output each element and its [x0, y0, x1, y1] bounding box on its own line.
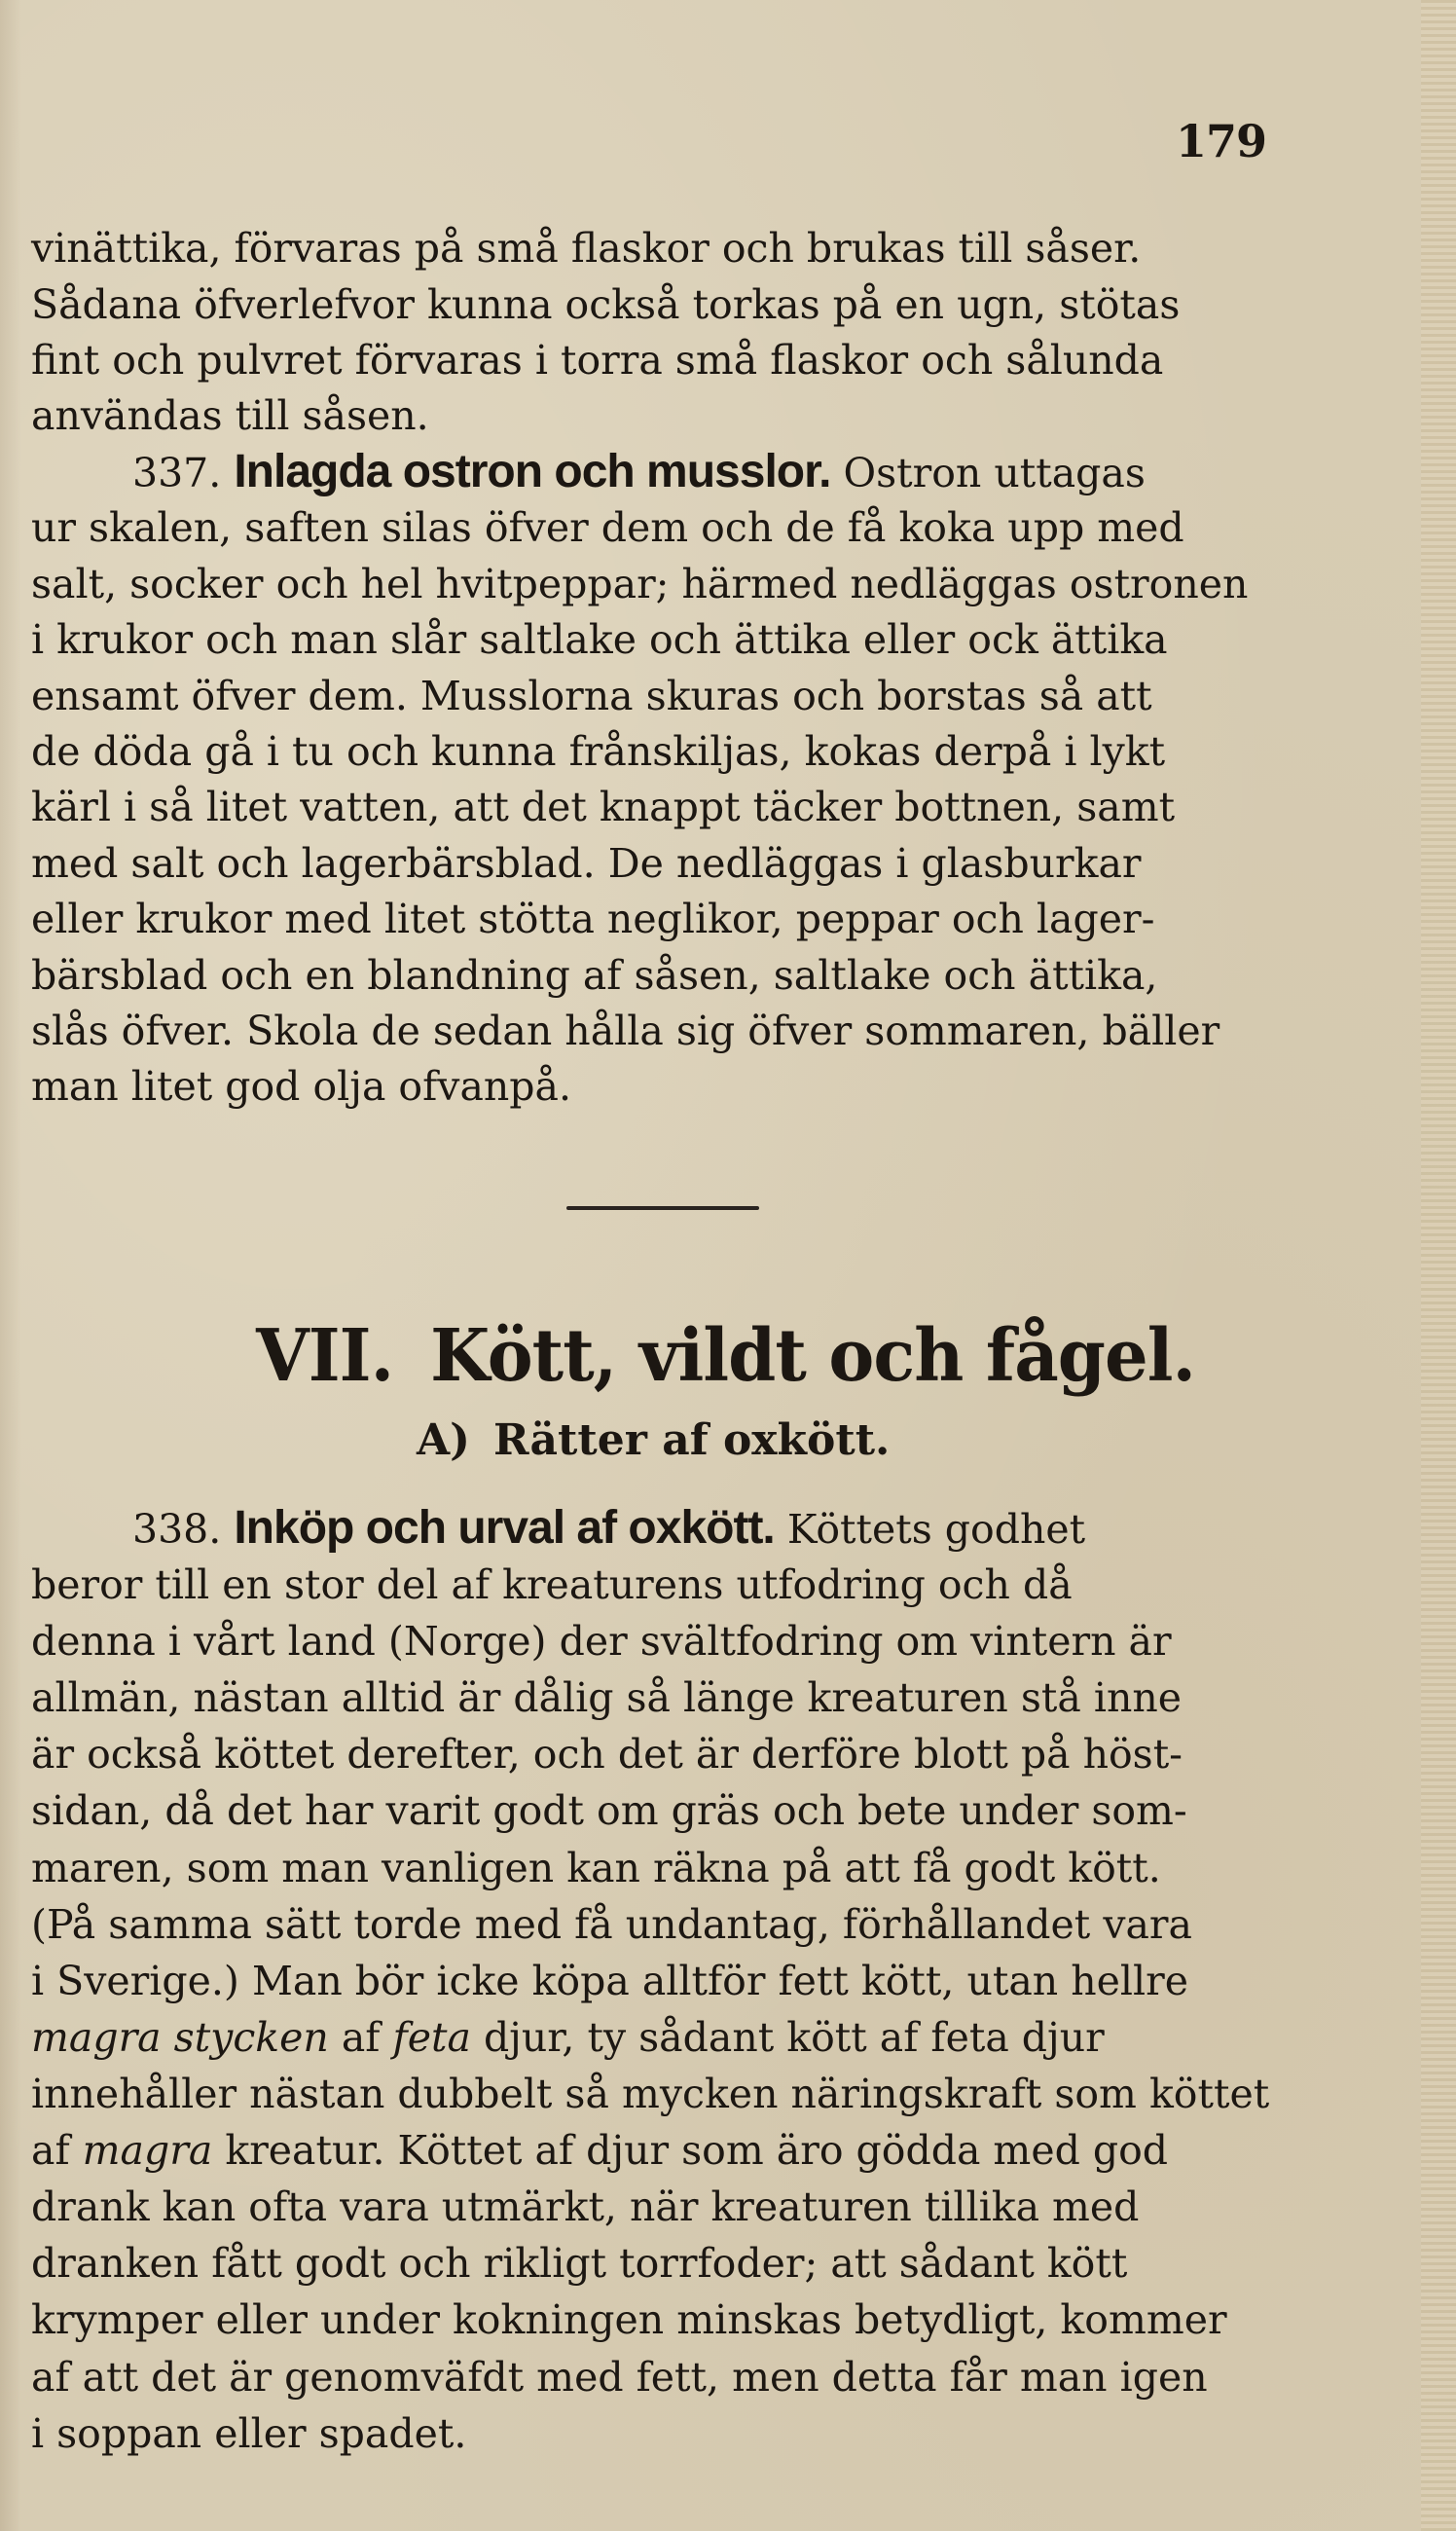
chapter-number: VII. — [256, 1314, 394, 1398]
text-line: salt, socker och hel hvitpeppar; härmed nedläggas ostronen — [31, 561, 1249, 607]
text-line: fint och pulvret förvaras i torra små flaskor och sålunda — [31, 337, 1164, 384]
section-letter: A) — [417, 1415, 470, 1465]
text-line: de döda gå i tu och kunna frånskiljas, kokas derpå i lykt — [31, 728, 1166, 775]
section-divider-rule — [566, 1206, 759, 1210]
text-line: vinättika, förvaras på små flaskor och brukas till såser. — [31, 225, 1142, 272]
text-line: ensamt öfver dem. Musslorna skuras och borstas så att — [31, 673, 1152, 719]
text-line: i krukor och man slår saltlake och ättika eller ock ättika — [31, 616, 1168, 663]
page-edge — [1421, 0, 1456, 2531]
text-line: sidan, då det har varit godt om gräs och bete under som- — [31, 1787, 1187, 1834]
italic-fragment: feta — [392, 2014, 471, 2061]
recipe-number: 337. — [132, 450, 222, 496]
text-line: eller krukor med litet stötta neglikor, peppar och lager- — [31, 896, 1155, 942]
text-fragment: djur, ty sådant kött af feta djur — [483, 2014, 1105, 2061]
text-line-with-italics — [31, 2009, 1314, 2066]
text-fragment: kreatur. Köttet af djur som äro gödda med god — [225, 2127, 1169, 2174]
text-line: slås öfver. Skola de sedan hålla sig öfver sommaren, bäller — [31, 1008, 1220, 1054]
text-line: är också köttet derefter, och det är derföre blott på höst- — [31, 1731, 1183, 1778]
chapter-title: Kött, vildt och fågel. — [430, 1314, 1196, 1398]
text-line: allmän, nästan alltid är dålig så länge kreaturen stå inne — [31, 1674, 1183, 1721]
italic-fragment: magra stycken — [31, 2014, 329, 2061]
text-line: drank kan ofta vara utmärkt, när kreaturen tillika med — [31, 2183, 1140, 2230]
text-fragment: Köttets godhet — [786, 1506, 1086, 1553]
recipe-title: Inlagda ostron och musslor. — [234, 446, 831, 497]
text-line: kärl i så litet vatten, att det knappt täcker bottnen, samt — [31, 784, 1176, 830]
recipe-337-heading-line — [132, 444, 1314, 500]
recipe-title: Inköp och urval af oxkött. — [234, 1502, 775, 1554]
text-line: beror till en stor del af kreaturens utfodring och då — [31, 1561, 1073, 1608]
text-line: man litet god olja ofvanpå. — [31, 1063, 572, 1110]
recipe-338-heading-line — [132, 1500, 1314, 1557]
text-fragment: Ostron uttagas — [843, 450, 1146, 496]
text-fragment: af — [341, 2014, 381, 2061]
text-line: krymper eller under kokningen minskas betydligt, kommer — [31, 2296, 1227, 2343]
text-line: maren, som man vanligen kan räkna på att få godt kött. — [31, 1845, 1161, 1891]
text-line: Sådana öfverlefvor kunna också torkas på en ugn, stötas — [31, 281, 1181, 328]
text-line-with-italics — [31, 2122, 1314, 2179]
text-line: (På samma sätt torde med få undantag, förhållandet vara — [31, 1901, 1192, 1948]
text-line: i Sverige.) Man bör icke köpa alltför fett kött, utan hellre — [31, 1958, 1188, 2004]
text-line: användas till såsen. — [31, 392, 429, 439]
text-line: dranken fått godt och rikligt torrfoder; att sådant kött — [31, 2240, 1128, 2287]
text-line: i soppan eller spadet. — [31, 2410, 467, 2457]
text-line: innehåller nästan dubbelt så mycken näringskraft som köttet — [31, 2071, 1270, 2117]
text-line: af att det är genomväfdt med fett, men detta får man igen — [31, 2354, 1208, 2401]
section-title: Rätter af oxkött. — [492, 1415, 891, 1465]
text-line: ur skalen, saften silas öfver dem och de få koka upp med — [31, 504, 1184, 551]
section-heading — [417, 1413, 890, 1468]
text-fragment: af — [31, 2127, 70, 2174]
text-line: med salt och lagerbärsblad. De nedläggas i glasburkar — [31, 840, 1142, 887]
text-line: denna i vårt land (Norge) der svältfodring om vintern är — [31, 1618, 1172, 1665]
italic-fragment: magra — [82, 2127, 213, 2174]
chapter-heading — [34, 1312, 1417, 1400]
recipe-number: 338. — [132, 1506, 222, 1553]
text-line: bärsblad och en blandning af såsen, saltlake och ättika, — [31, 952, 1158, 999]
page-number: 179 — [1176, 115, 1267, 167]
